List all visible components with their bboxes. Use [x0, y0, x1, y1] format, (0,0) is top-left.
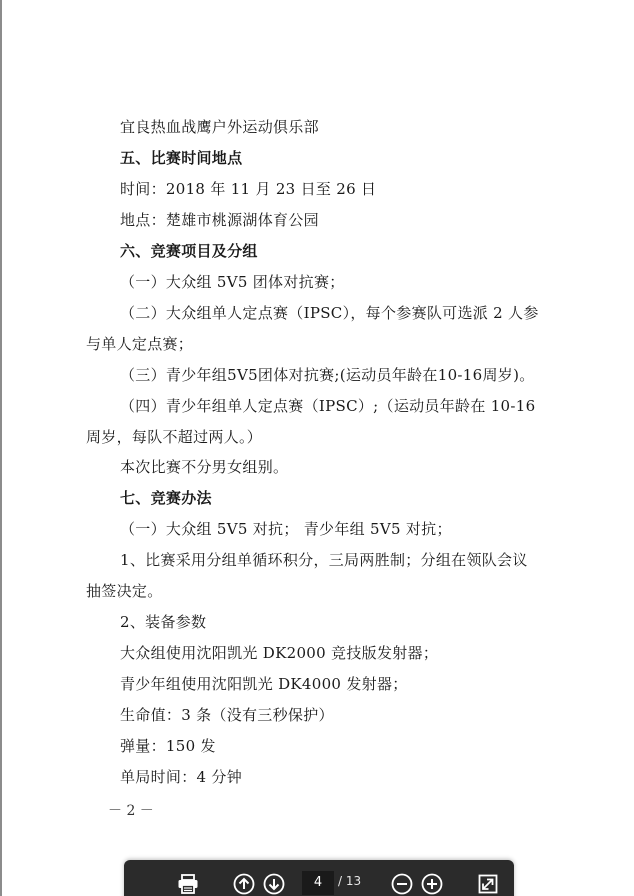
next-page-button[interactable] — [262, 872, 286, 896]
section-heading: 七、竞赛办法 — [120, 489, 212, 508]
fit-page-button[interactable] — [476, 872, 500, 896]
pdf-viewer-toolbar — [124, 860, 514, 896]
page-number: － 2 － — [108, 803, 154, 819]
text-line: （四）青少年组单人定点赛（IPSC）;（运动员年龄在 10-16 — [120, 396, 536, 415]
text-line: （一）大众组 5V5 对抗； 青少年组 5V5 对抗； — [120, 520, 452, 539]
text-line: 地点：楚雄市桃源湖体育公园 — [120, 210, 319, 229]
arrow-up-circle-icon — [233, 873, 255, 895]
fit-page-icon — [478, 874, 498, 894]
total-pages-label: / 13 — [338, 874, 362, 888]
text-line: （一）大众组 5V5 团体对抗赛； — [120, 272, 345, 291]
document-page — [2, 0, 634, 896]
page-number-input[interactable] — [302, 871, 334, 895]
zoom-in-icon — [421, 873, 443, 895]
section-heading: 五、比赛时间地点 — [120, 148, 243, 167]
text-line: 单局时间：4 分钟 — [120, 767, 243, 786]
text-line: 大众组使用沈阳凯光 DK2000 竞技版发射器； — [120, 644, 439, 663]
text-line: 1、比赛采用分组单循环积分，三局两胜制；分组在领队会议 — [120, 551, 528, 570]
text-line: 周岁，每队不超过两人。） — [86, 427, 263, 446]
text-line: （二）大众组单人定点赛（IPSC），每个参赛队可选派 2 人参 — [120, 303, 539, 322]
arrow-down-circle-icon — [263, 873, 285, 895]
text-line: 宜良热血战鹰户外运动俱乐部 — [120, 118, 319, 136]
text-line: 青少年组使用沈阳凯光 DK4000 发射器； — [120, 675, 408, 694]
text-line: 时间：2018 年 11 月 23 日至 26 日 — [120, 179, 377, 198]
text-line: （三）青少年组5V5团体对抗赛;(运动员年龄在10-16周岁)。 — [120, 365, 535, 384]
text-line: 与单人定点赛； — [86, 334, 194, 353]
text-line: 本次比赛不分男女组别。 — [120, 458, 289, 477]
print-icon — [177, 874, 199, 894]
print-button[interactable] — [176, 872, 200, 896]
zoom-out-button[interactable] — [390, 872, 414, 896]
zoom-out-icon — [391, 873, 413, 895]
previous-page-button[interactable] — [232, 872, 256, 896]
text-line: 弹量：150 发 — [120, 737, 216, 755]
text-line: 2、装备参数 — [120, 613, 207, 632]
text-line: 生命值：3 条（没有三秒保护） — [120, 706, 334, 725]
section-heading: 六、竞赛项目及分组 — [120, 241, 258, 260]
zoom-in-button[interactable] — [420, 872, 444, 896]
text-line: 抽签决定。 — [86, 582, 163, 601]
